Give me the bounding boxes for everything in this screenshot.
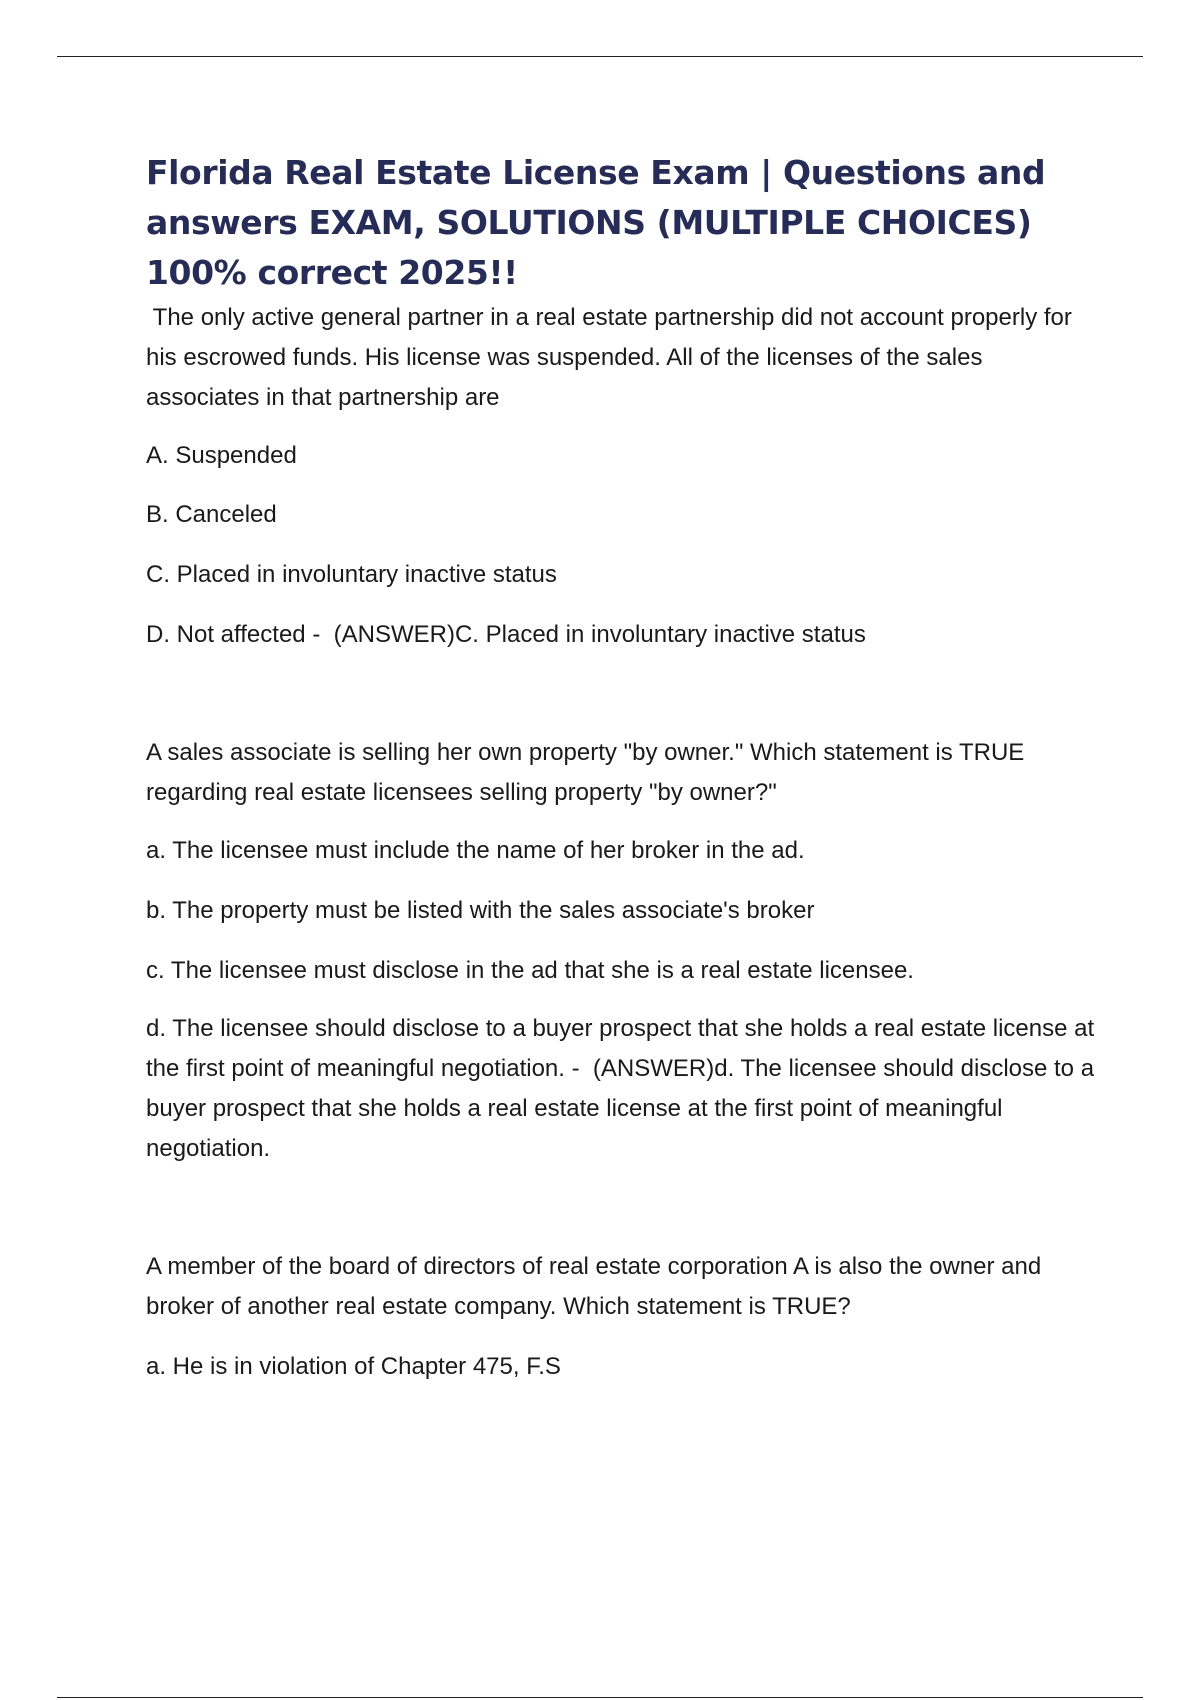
option-c: C. Placed in involuntary inactive status [146,561,557,588]
bottom-rule [57,1697,1143,1698]
question-prompt: The only active general partner in a real estate partnership did not account properly for his escrowed funds. His license was suspended. All of the licenses of the sales associates in that partnership are [146,304,1079,411]
option-d-answer: D. Not affected - (ANSWER)C. Placed in involuntary inactive status [146,621,866,648]
question-prompt: A sales associate is selling her own property "by owner." Which statement is TRUE regarding real estate licensees selling property "by owner?" [146,739,1025,806]
question-3 [146,1247,1096,1387]
document-title: Florida Real Estate License Exam | Questions and answers EXAM, SOLUTIONS (MULTIPLE CHOICES) 100% correct 2025!! [146,153,1046,292]
question-prompt: A member of the board of directors of real estate corporation A is also the owner and broker of another real estate company. Which statement is TRUE? [146,1253,1042,1320]
option-d-answer: d. The licensee should disclose to a buyer prospect that she holds a real estate license at the first point of meaningful negotiation. - (ANSWER)d. The licensee should disclose to a buyer prospect that she holds a real estate license at the first point of meaningful negotiation. [146,1015,1101,1162]
option-c: c. The licensee must disclose in the ad that she is a real estate licensee. [146,957,914,984]
option-b: b. The property must be listed with the sales associate's broker [146,897,815,924]
document-body [146,148,1101,1387]
option-b: B. Canceled [146,501,277,528]
question-1 [146,298,1096,655]
question-2 [146,733,1101,1169]
option-a: a. The licensee must include the name of her broker in the ad. [146,837,805,864]
top-rule [57,56,1143,57]
option-a: A. Suspended [146,442,297,469]
option-a: a. He is in violation of Chapter 475, F.S [146,1353,561,1380]
